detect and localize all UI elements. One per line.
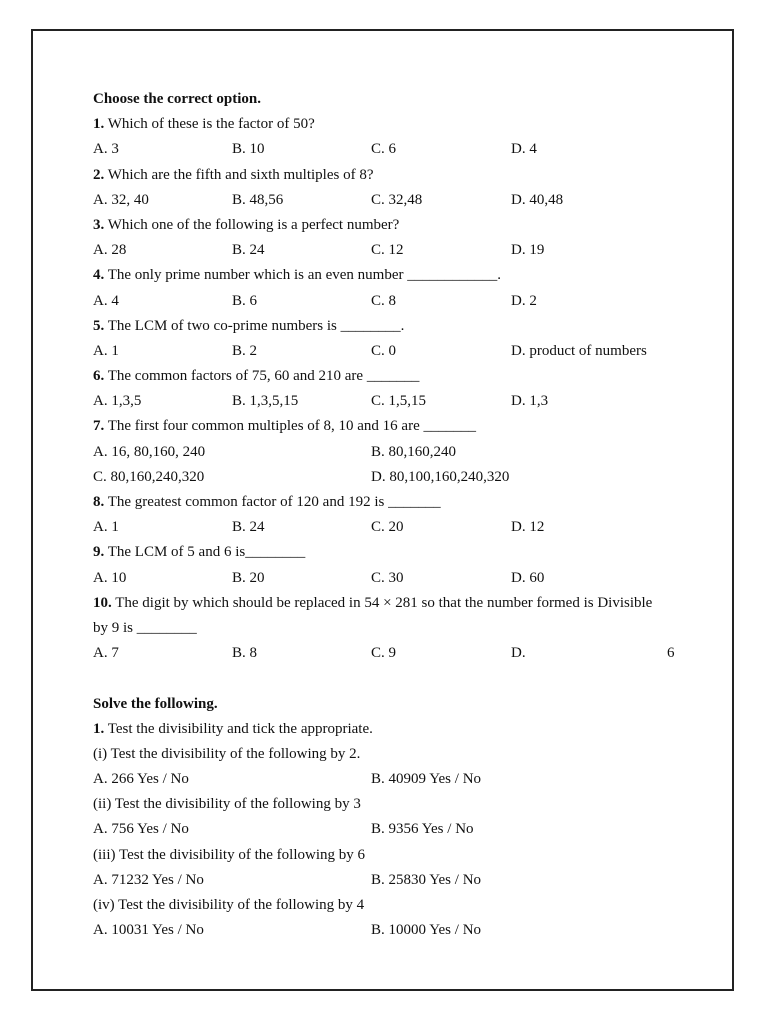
option-a: A. 1 [93, 342, 119, 359]
question-6 [93, 364, 683, 389]
option-c: C. 8 [371, 292, 397, 309]
question-10 [93, 591, 683, 616]
part-ii-label: (ii) Test the divisibility of the following by 3 [93, 796, 361, 813]
option-a: A. 28 [93, 242, 127, 259]
options-row-10 [93, 641, 683, 666]
option-c: C. 1,5,15 [371, 393, 427, 410]
option-a: A. 1,3,5 [93, 393, 142, 410]
worksheet [93, 87, 683, 943]
part-i-options [93, 767, 683, 792]
option-b: B. 10 [232, 141, 265, 158]
question-number: 6. [93, 368, 105, 385]
question-number: 1. [93, 116, 105, 133]
options-row-9 [93, 566, 683, 591]
option-c: C. 20 [371, 519, 404, 536]
option-a: A. 7 [93, 645, 119, 662]
question-text: The first four common multiples of 8, 10 and 16 are _______ [107, 418, 476, 435]
option-d: D. [511, 645, 526, 662]
option-b: B. 48,56 [232, 191, 284, 208]
question-number: 1. [93, 720, 105, 737]
item-a: A. 10031 Yes / No [93, 922, 204, 939]
section-spacer [93, 666, 683, 691]
part-iv-label: (iv) Test the divisibility of the following by 4 [93, 897, 365, 913]
options-row-7a [93, 440, 683, 465]
item-a: A. 266 Yes / No [93, 771, 189, 788]
section-heading-solve: Solve the following. [93, 695, 218, 712]
option-d: D. 2 [511, 292, 537, 309]
question-number: 2. [93, 166, 105, 183]
part-iii-label: (iii) Test the divisibility of the following by 6 [93, 846, 365, 863]
option-d: D. product of numbers [511, 342, 647, 359]
options-row-8 [93, 515, 683, 540]
options-row-2 [93, 188, 683, 213]
option-d: D. 40,48 [511, 191, 564, 208]
option-d: D. 60 [511, 569, 545, 586]
option-c: C. 0 [371, 342, 397, 359]
option-a: A. 3 [93, 141, 119, 158]
part-iv-options [93, 918, 683, 943]
question-8 [93, 490, 683, 515]
option-d: D. 4 [511, 141, 537, 158]
option-b: B. 1,3,5,15 [232, 393, 299, 410]
item-b: B. 40909 Yes / No [371, 771, 482, 788]
question-4 [93, 263, 683, 288]
option-a: A. 32, 40 [93, 191, 149, 208]
question-text: The digit by which should be replaced in 54 × 281 so that the number formed is Divisible [115, 594, 653, 611]
question-text: Which are the fifth and sixth multiples of 8? [107, 166, 374, 183]
options-row-5 [93, 339, 683, 364]
question-number: 10. [93, 594, 112, 611]
item-b: B. 10000 Yes / No [371, 922, 482, 939]
question-number: 5. [93, 317, 105, 334]
question-text: Test the divisibility and tick the appropriate. [107, 720, 373, 737]
option-d: D. 1,3 [511, 393, 549, 410]
item-b: B. 9356 Yes / No [371, 821, 474, 838]
question-5 [93, 314, 683, 339]
part-ii-options [93, 817, 683, 842]
options-row-3 [93, 238, 683, 263]
option-c: C. 12 [371, 242, 404, 259]
option-c: C. 32,48 [371, 191, 423, 208]
options-row-6 [93, 389, 683, 414]
option-b: B. 20 [232, 569, 265, 586]
option-d: D. 80,100,160,240,320 [371, 468, 510, 485]
question-number: 4. [93, 267, 105, 284]
option-a: A. 16, 80,160, 240 [93, 443, 206, 460]
solve-question-1 [93, 717, 683, 742]
option-d: D. 19 [511, 242, 545, 259]
options-row-4 [93, 289, 683, 314]
option-c: C. 80,160,240,320 [93, 468, 205, 485]
item-b: B. 25830 Yes / No [371, 871, 482, 888]
question-text: The common factors of 75, 60 and 210 are _______ [107, 368, 420, 385]
item-a: A. 756 Yes / No [93, 821, 189, 838]
question-text: The LCM of two co-prime numbers is ________. [107, 317, 405, 334]
question-9 [93, 540, 683, 565]
option-b: B. 6 [232, 292, 258, 309]
question-number: 8. [93, 494, 105, 510]
question-number: 3. [93, 216, 105, 233]
question-text: The only prime number which is an even number ____________. [107, 267, 501, 284]
options-row-7b [93, 465, 683, 490]
option-b: B. 2 [232, 342, 258, 359]
part-iii-options [93, 868, 683, 893]
question-text: The greatest common factor of 120 and 192 is _______ [107, 494, 441, 510]
option-b: B. 24 [232, 519, 265, 536]
option-b: B. 8 [232, 645, 258, 662]
option-b: B. 24 [232, 242, 265, 259]
question-text: Which of these is the factor of 50? [107, 116, 315, 133]
question-7 [93, 414, 683, 439]
option-d: D. 12 [511, 519, 545, 536]
item-a: A. 71232 Yes / No [93, 871, 204, 888]
question-3 [93, 213, 683, 238]
question-text: Which one of the following is a perfect number? [107, 216, 400, 233]
part-i-label: (i) Test the divisibility of the following by 2. [93, 745, 361, 762]
option-c: C. 6 [371, 141, 397, 158]
question-10-continued: by 9 is ________ [93, 619, 197, 636]
option-a: A. 4 [93, 292, 119, 309]
option-b: B. 80,160,240 [371, 443, 457, 460]
question-2 [93, 163, 683, 188]
question-1 [93, 112, 683, 137]
option-a: A. 10 [93, 569, 127, 586]
question-number: 7. [93, 418, 105, 435]
option-c: C. 9 [371, 645, 397, 662]
options-row-1 [93, 137, 683, 162]
question-number: 9. [93, 544, 105, 561]
option-c: C. 30 [371, 569, 404, 586]
section-heading-mcq: Choose the correct option. [93, 91, 262, 107]
question-text: The LCM of 5 and 6 is________ [107, 544, 306, 561]
option-a: A. 1 [93, 519, 119, 536]
option-d-value: 6 [667, 645, 675, 662]
